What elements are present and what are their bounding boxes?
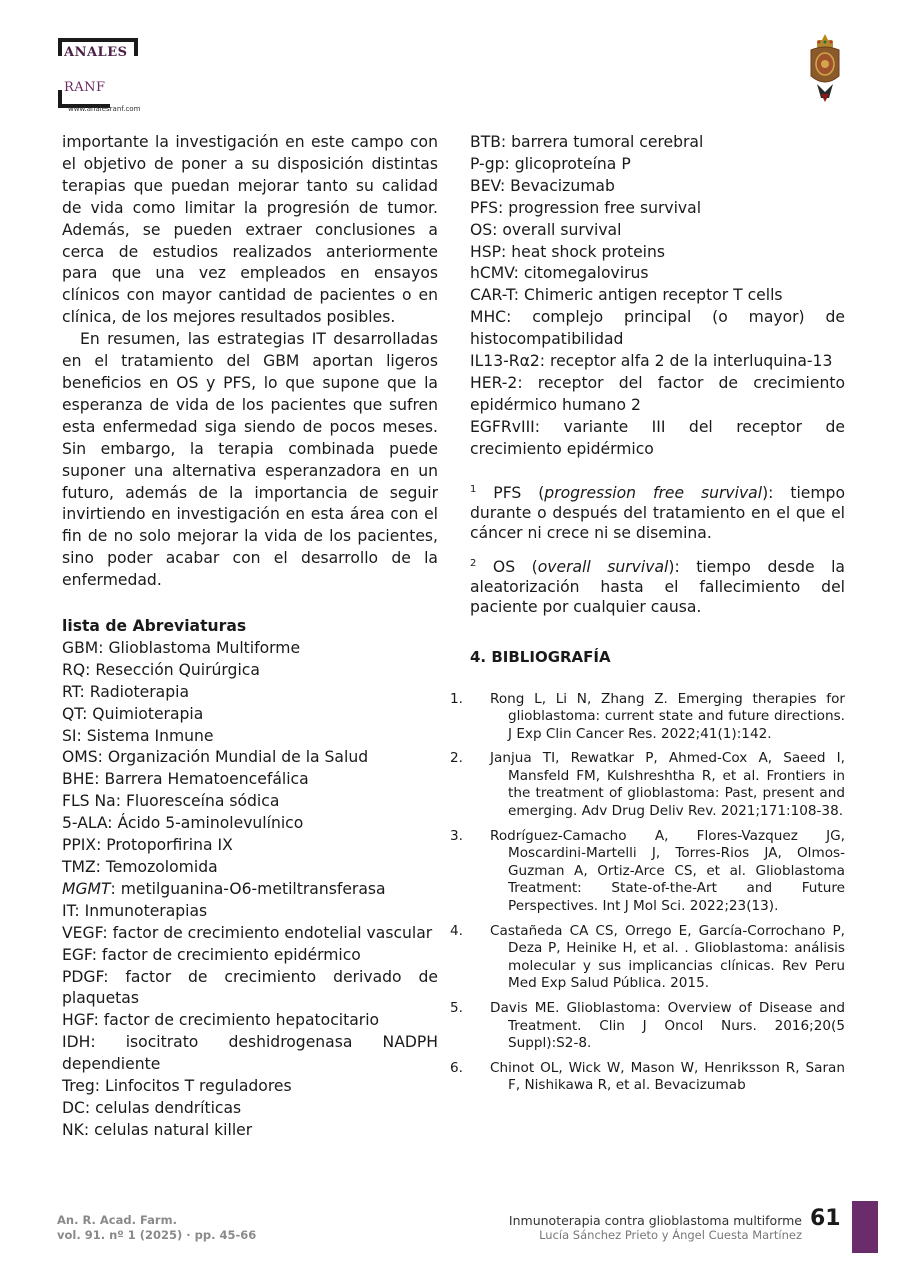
logo-url: www.analesranf.com: [68, 105, 141, 113]
journal-name: An. R. Acad. Farm.: [57, 1213, 177, 1227]
abbreviation-item: TMZ: Temozolomida: [62, 858, 218, 876]
reference-text: Castañeda CA CS, Orrego E, García-Corrochano P, Deza P, Heinike H, et al. . Glioblastoma: análisis molecular y sus implicancias clínicas. Rev Peru Med Exp Salud Pública. 2015.: [490, 922, 845, 992]
footnote-text: OS (: [476, 557, 538, 576]
reference-text: Davis ME. Glioblastoma: Overview of Disease and Treatment. Clin J Oncol Nurs. 2016;20(5 Suppl):S2-8.: [490, 1000, 845, 1052]
reference-text: Janjua TI, Rewatkar P, Ahmed-Cox A, Saeed I, Mansfeld FM, Kulshreshtha R, et al. Frontiers in the treatment of glioblastoma: Past, present and emerging. Adv Drug Deliv Rev. 2021;171:108-38.: [490, 750, 845, 820]
reference-item: [450, 922, 845, 993]
abbreviation-item: BHE: Barrera Hematoencefálica: [62, 770, 309, 789]
abbreviation-item: 5-ALA: Ácido 5-aminolevulínico: [62, 814, 304, 833]
abbreviation-item: VEGF: factor de crecimiento endotelial vascular: [62, 923, 433, 942]
reference-text: Rong L, Li N, Zhang Z. Emerging therapies for glioblastoma: current state and future directions. J Exp Clin Cancer Res. 2022;41(1):142.: [490, 690, 845, 742]
footnote-marker: 1: [470, 483, 477, 495]
reference-number: 1.: [450, 690, 463, 707]
abbreviations-list-left: [62, 638, 438, 1142]
abbreviation-item: HSP: heat shock proteins: [470, 242, 666, 261]
abbreviation-item: OS: overall survival: [470, 220, 622, 239]
article-authors: Lucía Sánchez Prieto y Ángel Cuesta Martínez: [539, 1228, 802, 1242]
journal-logo: [58, 38, 178, 118]
abbreviation-item: HGF: factor de crecimiento hepatocitario: [62, 1011, 380, 1030]
academy-crest-icon: [805, 32, 845, 104]
reference-item: [450, 690, 845, 744]
abbreviation-item: EGF: factor de crecimiento epidérmico: [62, 945, 361, 964]
abbreviation-item: RT: Radioterapia: [62, 682, 190, 701]
article-title: Inmunoterapia contra glioblastoma multiforme: [508, 1213, 802, 1228]
abbreviation-item: PDGF: factor de crecimiento derivado de plaquetas: [62, 967, 438, 1008]
footnote-1: [470, 483, 845, 543]
reference-list: [450, 690, 845, 1095]
abbreviation-item: BEV: Bevacizumab: [470, 176, 615, 195]
abbreviations-heading: lista de Abreviaturas: [62, 617, 247, 636]
abbreviation-item: CAR-T: Chimeric antigen receptor T cells: [470, 286, 783, 305]
left-column: [62, 132, 438, 1142]
footnote-text: ): tiempo desde la aleatorización hasta el fallecimiento del paciente por cualquier causa.: [470, 557, 845, 616]
abbreviation-item: IL13-Rα2: receptor alfa 2 de la interluquina-13: [470, 352, 833, 371]
body-paragraph: importante la investigación en este campo con el objetivo de poner a su disposición distintas terapias que puedan mejorar tanto su calidad de vida como limitar la progresión de tumor. Además, se pueden extraer conclusiones a cerca de estudios realizados anteriormente para que una vez empleados en ensayos clínicos con mayor cantidad de pacientes o en clínica, de los mejores resultados posibles.: [62, 133, 438, 327]
running-footer: [509, 1214, 802, 1242]
abbreviation-item: PFS: progression free survival: [470, 198, 702, 217]
abbreviation-item: IT: Inmunoterapias: [62, 901, 208, 920]
abbreviation-item: MGMT: metilguanina-O6-metiltransferasa: [62, 879, 386, 898]
reference-number: 5.: [450, 1000, 463, 1016]
abbreviation-item: GBM: Glioblastoma Multiforme: [62, 638, 301, 657]
page-number: 61: [810, 1206, 841, 1231]
abbreviation-item: NK: celulas natural killer: [62, 1120, 253, 1139]
reference-number: 6.: [450, 1059, 463, 1076]
abbreviation-item: PPIX: Protoporfirina IX: [62, 836, 233, 855]
logo-ranf-text: RANF: [64, 80, 106, 95]
reference-item: [450, 1059, 845, 1095]
footnote-italic-term: overall survival: [537, 557, 669, 576]
abbreviation-item: MHC: complejo principal (o mayor) de histocompatibilidad: [470, 308, 845, 349]
footnote-text: ): tiempo durante o después del tratamiento en el que el cáncer ni crece ni se disemina.: [470, 483, 846, 542]
page-accent-bar: [852, 1201, 878, 1253]
abbreviations-list-right: [470, 132, 845, 461]
journal-volume: vol. 91. nº 1 (2025) · pp. 45-66: [57, 1227, 257, 1242]
reference-item: [450, 750, 845, 820]
abbreviation-item: QT: Quimioterapia: [62, 704, 204, 723]
body-paragraph: En resumen, las estrategias IT desarrolladas en el tratamiento del GBM aportan ligeros beneficios en OS y PFS, lo que supone que la esperanza de vida de los pacientes que sufren esta enfermedad siga siendo de pocos meses. Sin embargo, la terapia combinada puede suponer una alternativa esperanzadora en un futuro, además de la importancia de seguir invirtiendo en investigación en esta área con el fin de no solo mejorar la vida de los pacientes, sino poder acabar con el desarrollo de la enfermedad.: [62, 330, 438, 590]
footnote-marker: 2: [470, 557, 477, 569]
footnote-italic-term: progression free survival: [544, 483, 763, 502]
abbreviation-item: hCMV: citomegalovirus: [470, 264, 649, 283]
logo-anales-text: ANALES: [64, 45, 128, 60]
abbreviation-item: SI: Sistema Inmune: [62, 726, 214, 745]
abbreviation-item: BTB: barrera tumoral cerebral: [470, 133, 704, 151]
abbreviation-item: OMS: Organización Mundial de la Salud: [62, 748, 369, 767]
footnote-2: [470, 557, 845, 617]
abbreviation-item: EGFRvIII: variante III del receptor de crecimiento epidérmico: [470, 417, 845, 458]
journal-citation: [57, 1213, 256, 1242]
abbreviation-item: P-gp: glicoproteína P: [470, 154, 631, 173]
abbreviation-item: RQ: Resección Quirúrgica: [62, 660, 260, 679]
reference-item: [450, 1000, 845, 1053]
section-heading: 4. BIBLIOGRAFÍA: [470, 647, 611, 666]
abbreviation-item: DC: celulas dendríticas: [62, 1098, 242, 1117]
right-column: [450, 132, 846, 1102]
reference-item: [450, 827, 845, 916]
abbreviation-item: Treg: Linfocitos T reguladores: [62, 1077, 292, 1096]
reference-text: Chinot OL, Wick W, Mason W, Henriksson R, Saran F, Nishikawa R, et al. Bevacizumab: [490, 1059, 845, 1094]
abbreviation-term: MGMT: [62, 879, 111, 898]
abbreviation-item: HER-2: receptor del factor de crecimiento epidérmico humano 2: [470, 373, 845, 414]
reference-number: 4.: [450, 922, 463, 939]
footnote-text: PFS (: [476, 483, 545, 502]
reference-text: Rodríguez-Camacho A, Flores-Vazquez JG, Moscardini-Martelli J, Torres-Rios JA, Olmos-Guzman A, Ortiz-Arce CS, et al. Glioblastoma Treatment: State-of-the-Art and Future Perspectives. Int J Mol Sci. 2022;23(13).: [490, 827, 845, 915]
reference-number: 3.: [450, 827, 463, 844]
reference-number: 2.: [450, 750, 463, 767]
abbreviation-item: FLS Na: Fluoresceína sódica: [62, 792, 280, 811]
abbreviation-item: IDH: isocitrato deshidrogenasa NADPH dependiente: [62, 1033, 438, 1074]
